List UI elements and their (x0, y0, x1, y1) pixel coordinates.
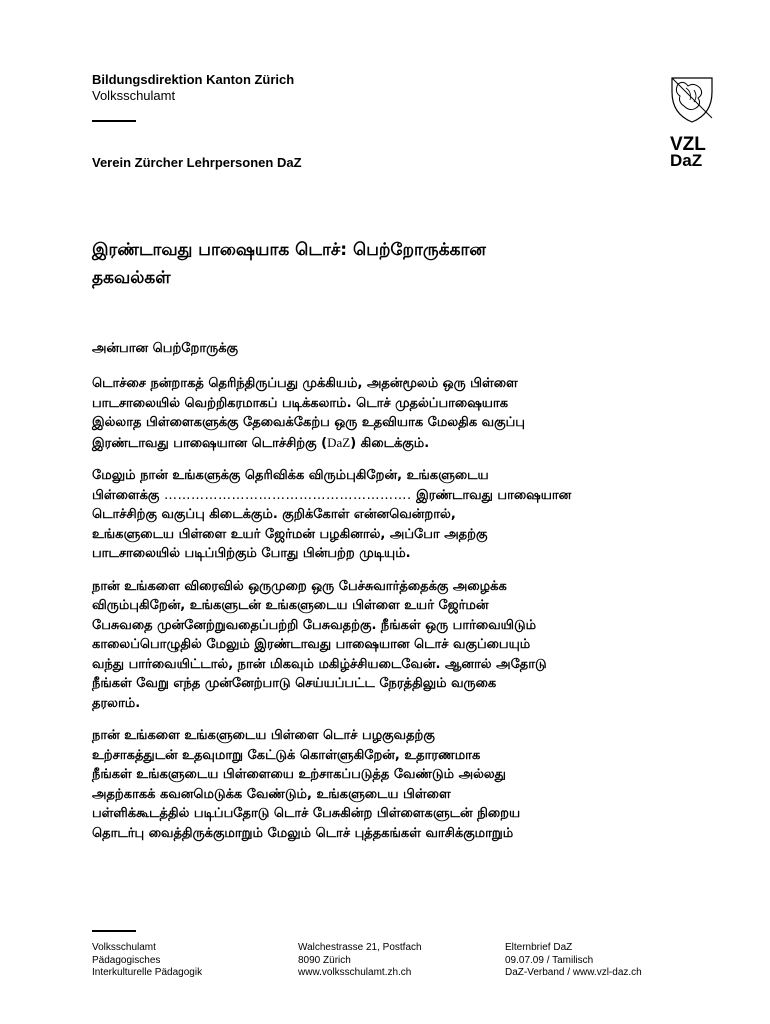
paragraph-3: நான் உங்களை விரைவில் ஒருமுறை ஒரு பேச்சுவார்த்தைக்கு அழைக்க விரும்புகிறேன், உங்களுடன் உங்களுடைய பிள்ளை உயர் ஜேர்மன் பேசுவதை முன்னேற்றுவதைப்பற்றி பேசுவதற்கு. நீங்கள் ஒரு பார்வையிடும் காலைப்பொழுதில் மேலும் இரண்டாவது பாஷையான டொச் வகுப்பையும் வந்து பார்வையிட்டால், நான் மிகவும் மகிழ்ச்சியடைவேன். ஆனால் அதோடு நீங்கள் வேறு எந்த முன்னேற்பாடு செய்யப்பட்ட நேரத்திலும் வருகை தரலாம். (92, 578, 547, 711)
association-name: Verein Zürcher Lehrpersonen DaZ (92, 155, 302, 170)
zurich-lion-icon (666, 74, 718, 166)
footer-website-link: www.volksschulamt.zh.ch (298, 967, 412, 978)
org-name: Bildungsdirektion Kanton Zürich (92, 72, 295, 87)
fill-in-blank: ………………………………………………. (163, 487, 412, 503)
org-department: Volksschulamt (92, 88, 176, 103)
header-rule (92, 120, 136, 122)
footer-col-2: Walchestrasse 21, Postfach 8090 Zürich www.volksschulamt.zh.ch (298, 942, 422, 978)
vzl-daz-logo (666, 74, 718, 166)
svg-text:DaZ: DaZ (670, 151, 703, 166)
greeting: அன்பான பெற்றோருக்கு (92, 341, 239, 356)
letter-body (92, 374, 712, 856)
footer-col-1: Volksschulamt Pädagogisches Interkulturelle Pädagogik (92, 942, 203, 978)
letterhead (92, 72, 294, 104)
paragraph-4: நான் உங்களை உங்களுடைய பிள்ளை டொச் பழகுவதற்கு உற்சாகத்துடன் உதவுமாறு கேட்டுக் கொள்ளுகிறேன், உதாரணமாக நீங்கள் உங்களுடைய பிள்ளையை உற்சாகப்படுத்த வேண்டும் அல்லது அதற்காகக் கவனமெடுக்க வேண்டும், உங்களுடைய பிள்ளை பள்ளிக்கூடத்தில் படிப்பதோடு டொச் பேசுகின்ற பிள்ளைகளுடன் நிறைய தொடர்பு வைத்திருக்குமாறும் மேலும் டொச் புத்தகங்கள் வாசிக்குமாறும் (92, 728, 521, 841)
paragraph-1: டொச்சை நன்றாகத் தெரிந்திருப்பது முக்கியம், அதன்மூலம் ஒரு பிள்ளை பாடசாலையில் வெற்றிகரமாகப் படிக்கலாம். டொச் முதல்ப்பாஷையாக இல்லாத பிள்ளைகளுக்கு தேவைக்கேற்ப ஒரு உதவியாக மேலதிக வகுப்பு இரண்டாவது பாஷையான டொச்சிற்கு (DaZ) கிடைக்கும். (92, 376, 525, 451)
footer-col-3: Elternbrief DaZ 09.07.09 / Tamilisch DaZ-Verband / www.vzl-daz.ch (505, 942, 642, 978)
footer-rule (92, 930, 136, 932)
paragraph-2: மேலும் நான் உங்களுக்கு தெரிவிக்க விரும்புகிறேன், உங்களுடைய பிள்ளைக்கு ………………………………………………. இரண்டாவது பாஷையான டொச்சிற்கு வகுப்பு கிடைக்கும். குறிக்கோள் என்னவென்றால், உங்களுடைய பிள்ளை உயர் ஜேர்மன் பழகினால், அப்போ அதற்கு பாடசாலையில் படிப்பிற்கும் போது பின்பற்ற முடியும். (92, 468, 572, 561)
svg-text:VZL: VZL (670, 134, 706, 155)
document-title: இரண்டாவது பாஷையாக டொச்: பெற்றோருக்கான தகவல்கள் (92, 240, 486, 288)
